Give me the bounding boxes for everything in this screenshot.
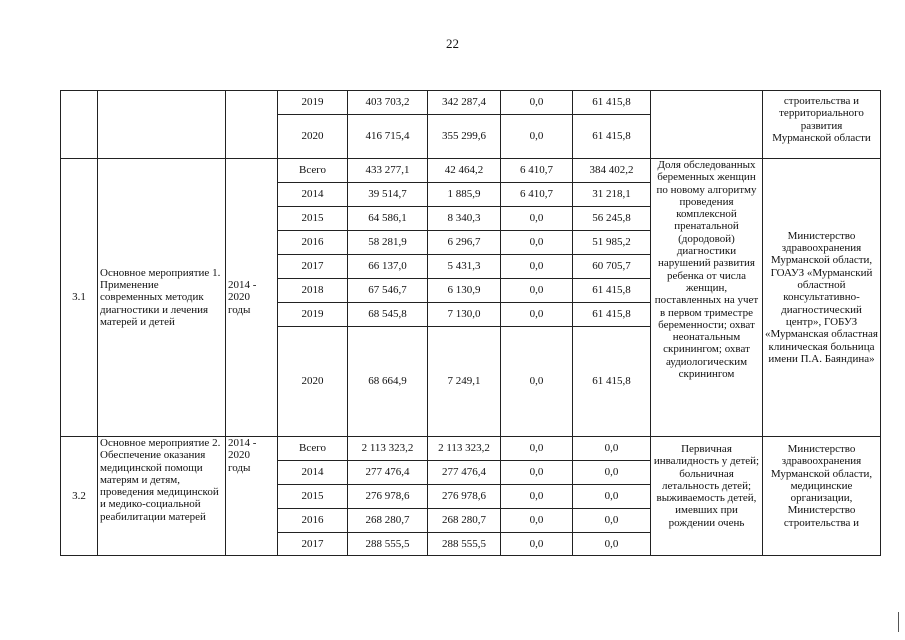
indicator-cell	[651, 91, 763, 159]
source-b-cell: 0,0	[501, 437, 573, 461]
total-cell: 39 514,7	[348, 183, 428, 207]
source-b-cell: 0,0	[501, 303, 573, 327]
source-c-cell: 31 218,1	[573, 183, 651, 207]
period-cell: 2014 - 2020 годы	[226, 437, 278, 556]
year-cell: Всего	[278, 437, 348, 461]
measure-name: Основное мероприятие 2. Обеспечение оказания медицинской помощи матерям и детям, проведения медицинской и медико-социальной реабилитации матерей	[98, 437, 226, 556]
year-cell: 2017	[278, 255, 348, 279]
source-b-cell: 0,0	[501, 207, 573, 231]
measure-name: Основное мероприятие 1. Применение современных методик диагностики и лечения матерей и детей	[98, 159, 226, 437]
year-cell: 2019	[278, 303, 348, 327]
year-cell: 2017	[278, 533, 348, 556]
source-c-cell: 60 705,7	[573, 255, 651, 279]
indicator-cell: Первичная инвалидность у детей; больничная летальность детей; выживаемость детей, имевших при рождении очень	[651, 437, 763, 556]
table-row	[61, 159, 881, 183]
total-cell: 268 280,7	[348, 509, 428, 533]
period-cell	[226, 91, 278, 159]
source-c-cell: 0,0	[573, 533, 651, 556]
source-a-cell: 277 476,4	[428, 461, 501, 485]
source-b-cell: 6 410,7	[501, 159, 573, 183]
year-cell: 2016	[278, 509, 348, 533]
indicator-cell: Доля обследованных беременных женщин по новому алгоритму проведения комплексной пренатальной (дородовой) диагностики нарушений развития ребенка от числа женщин, поставленных на учет в первом триместре беременности; охват неонатальным скринингом; охват аудиологическим скринингом	[651, 159, 763, 437]
year-cell: Всего	[278, 159, 348, 183]
source-a-cell: 5 431,3	[428, 255, 501, 279]
year-cell: 2014	[278, 461, 348, 485]
source-b-cell: 0,0	[501, 279, 573, 303]
source-c-cell: 61 415,8	[573, 91, 651, 115]
total-cell: 68 664,9	[348, 327, 428, 437]
source-b-cell: 0,0	[501, 327, 573, 437]
source-c-cell: 0,0	[573, 437, 651, 461]
year-cell: 2015	[278, 207, 348, 231]
total-cell: 66 137,0	[348, 255, 428, 279]
source-a-cell: 2 113 323,2	[428, 437, 501, 461]
source-b-cell: 0,0	[501, 231, 573, 255]
source-a-cell: 276 978,6	[428, 485, 501, 509]
year-cell: 2016	[278, 231, 348, 255]
source-c-cell: 51 985,2	[573, 231, 651, 255]
source-b-cell: 0,0	[501, 485, 573, 509]
measure-cell	[98, 91, 226, 159]
source-b-cell: 0,0	[501, 255, 573, 279]
table-row	[61, 91, 881, 115]
year-cell: 2014	[278, 183, 348, 207]
source-c-cell: 61 415,8	[573, 279, 651, 303]
table-row	[61, 437, 881, 461]
source-a-cell: 7 249,1	[428, 327, 501, 437]
source-a-cell: 342 287,4	[428, 91, 501, 115]
source-c-cell: 384 402,2	[573, 159, 651, 183]
total-cell: 433 277,1	[348, 159, 428, 183]
total-cell: 288 555,5	[348, 533, 428, 556]
source-c-cell: 61 415,8	[573, 303, 651, 327]
total-cell: 277 476,4	[348, 461, 428, 485]
total-cell: 2 113 323,2	[348, 437, 428, 461]
total-cell: 276 978,6	[348, 485, 428, 509]
source-b-cell: 0,0	[501, 91, 573, 115]
source-b-cell: 0,0	[501, 533, 573, 556]
scan-edge-mark	[898, 612, 899, 632]
source-b-cell: 0,0	[501, 461, 573, 485]
index-cell	[61, 91, 98, 159]
year-cell: 2019	[278, 91, 348, 115]
source-b-cell: 6 410,7	[501, 183, 573, 207]
executor-cell: Министерство здравоохранения Мурманской области, медицинские организации, Министерство строительства и	[763, 437, 881, 556]
total-cell: 64 586,1	[348, 207, 428, 231]
total-cell: 416 715,4	[348, 115, 428, 159]
source-c-cell: 61 415,8	[573, 327, 651, 437]
source-a-cell: 288 555,5	[428, 533, 501, 556]
year-cell: 2020	[278, 327, 348, 437]
source-c-cell: 61 415,8	[573, 115, 651, 159]
source-c-cell: 0,0	[573, 485, 651, 509]
year-cell: 2020	[278, 115, 348, 159]
year-cell: 2018	[278, 279, 348, 303]
source-c-cell: 56 245,8	[573, 207, 651, 231]
source-b-cell: 0,0	[501, 509, 573, 533]
total-cell: 67 546,7	[348, 279, 428, 303]
section-index: 3.1	[61, 159, 98, 437]
total-cell: 68 545,8	[348, 303, 428, 327]
executor-cell: строительства и территориального развития Мурманской области	[763, 91, 881, 159]
source-c-cell: 0,0	[573, 461, 651, 485]
total-cell: 58 281,9	[348, 231, 428, 255]
section-index: 3.2	[61, 437, 98, 556]
source-c-cell: 0,0	[573, 509, 651, 533]
source-a-cell: 8 340,3	[428, 207, 501, 231]
period-cell: 2014 - 2020 годы	[226, 159, 278, 437]
year-cell: 2015	[278, 485, 348, 509]
total-cell: 403 703,2	[348, 91, 428, 115]
executor-cell: Министерство здравоохранения Мурманской области, ГОАУЗ «Мурманский областной консультативно-диагностический центр», ГОБУЗ «Мурманская областная клиническая больница имени П.А. Баяндина»	[763, 159, 881, 437]
source-a-cell: 6 130,9	[428, 279, 501, 303]
source-b-cell: 0,0	[501, 115, 573, 159]
page-number: 22	[446, 36, 459, 51]
source-a-cell: 355 299,6	[428, 115, 501, 159]
source-a-cell: 7 130,0	[428, 303, 501, 327]
source-a-cell: 42 464,2	[428, 159, 501, 183]
source-a-cell: 268 280,7	[428, 509, 501, 533]
source-a-cell: 6 296,7	[428, 231, 501, 255]
source-a-cell: 1 885,9	[428, 183, 501, 207]
program-measures-table	[60, 90, 881, 556]
